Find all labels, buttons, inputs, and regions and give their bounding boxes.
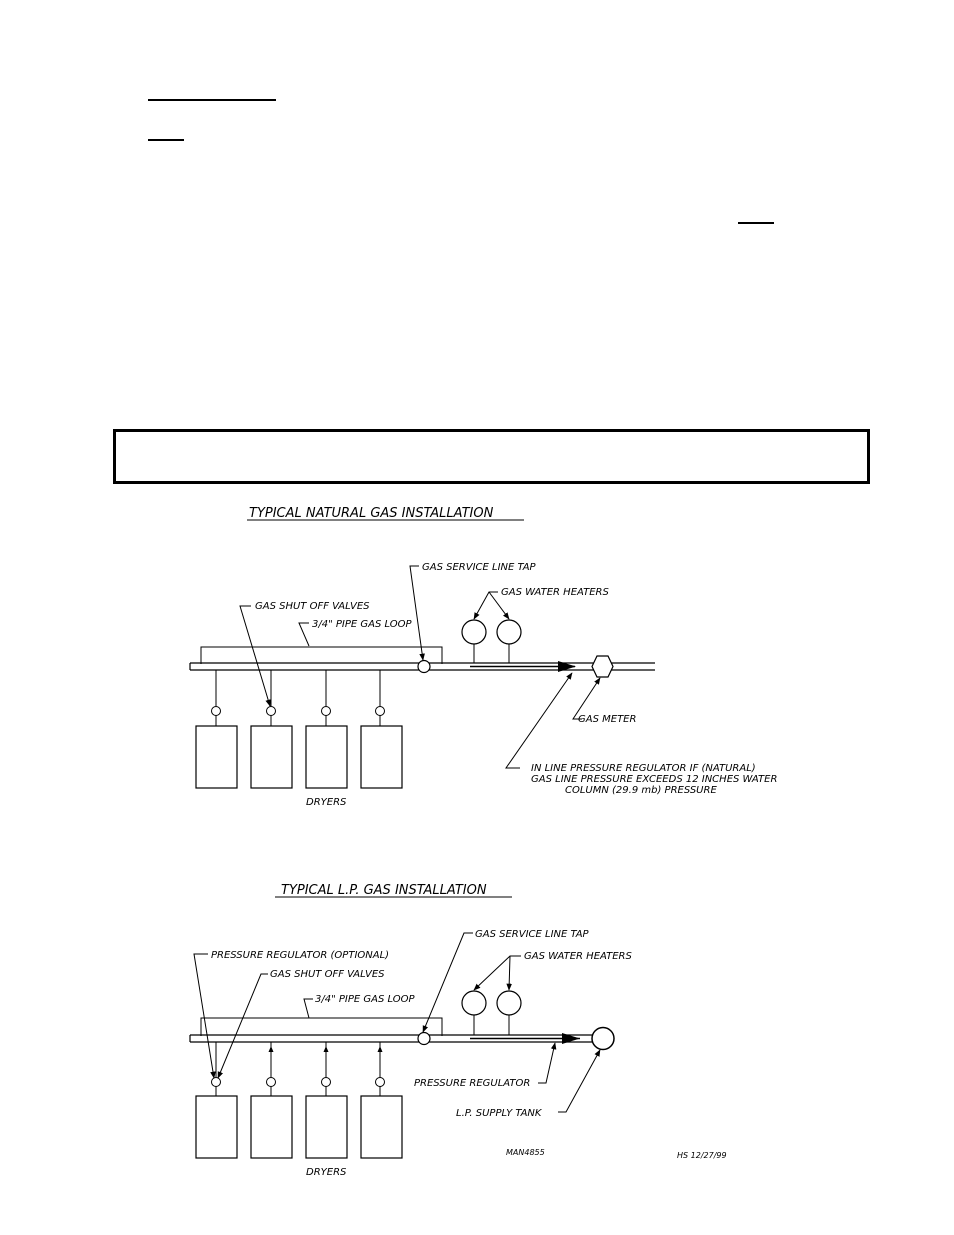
lp-supply-tank-icon: [592, 1028, 614, 1050]
lp-shut-off-label: GAS SHUT OFF VALVES: [270, 969, 385, 980]
natural-gas-loop: [201, 647, 442, 664]
dryer-2: [251, 726, 292, 788]
natural-pipe-loop-label: 3/4" PIPE GAS LOOP: [312, 619, 412, 630]
natural-gas-diagram: [190, 506, 777, 808]
lp-dryers-label: DRYERS: [306, 1167, 347, 1178]
lp-service-tap-label: GAS SERVICE LINE TAP: [475, 929, 589, 940]
natural-dryers: [196, 670, 402, 788]
natural-water-heaters-label: GAS WATER HEATERS: [501, 587, 609, 598]
doc-number: MAN4855: [506, 1148, 545, 1157]
lp-dryer-1: [196, 1096, 237, 1158]
regulator-note-line-2: GAS LINE PRESSURE EXCEEDS 12 INCHES WATER: [531, 774, 778, 785]
lp-main-pipe: [190, 1035, 594, 1042]
gas-meter-label: GAS METER: [578, 714, 637, 725]
lp-water-heaters: [462, 991, 521, 1035]
lp-gas-diagram: [190, 883, 632, 1178]
regulator-note-line-3: COLUMN (29.9 mb) PRESSURE: [565, 785, 717, 796]
lp-pipe-loop-label: 3/4" PIPE GAS LOOP: [315, 994, 415, 1005]
lp-dryer-2: [251, 1096, 292, 1158]
lp-regulator-optional-label: PRESSURE REGULATOR (OPTIONAL): [211, 950, 390, 961]
dryer-4: [361, 726, 402, 788]
lp-service-tap: [418, 1033, 430, 1045]
natural-dryers-label: DRYERS: [306, 797, 347, 808]
lp-title: TYPICAL L.P. GAS INSTALLATION: [281, 883, 487, 898]
natural-shut-off-label: GAS SHUT OFF VALVES: [255, 601, 370, 612]
dryer-1: [196, 726, 237, 788]
lp-water-heaters-label: GAS WATER HEATERS: [524, 951, 632, 962]
natural-service-tap: [418, 661, 430, 673]
dryer-3: [306, 726, 347, 788]
revision-stamp: HS 12/27/99: [677, 1151, 727, 1160]
lp-gas-loop: [201, 1018, 442, 1036]
lp-pressure-regulator-label: PRESSURE REGULATOR: [414, 1078, 531, 1089]
lp-supply-tank-label: L.P. SUPPLY TANK: [456, 1108, 542, 1119]
lp-dryer-4: [361, 1096, 402, 1158]
natural-service-tap-label: GAS SERVICE LINE TAP: [422, 562, 536, 573]
lp-dryer-3: [306, 1096, 347, 1158]
lp-dryers: [196, 1042, 402, 1158]
gas-meter-icon: [592, 656, 613, 677]
natural-title: TYPICAL NATURAL GAS INSTALLATION: [249, 506, 494, 521]
regulator-note-line-1: IN LINE PRESSURE REGULATOR IF (NATURAL): [531, 763, 756, 774]
natural-water-heaters: [462, 620, 521, 663]
